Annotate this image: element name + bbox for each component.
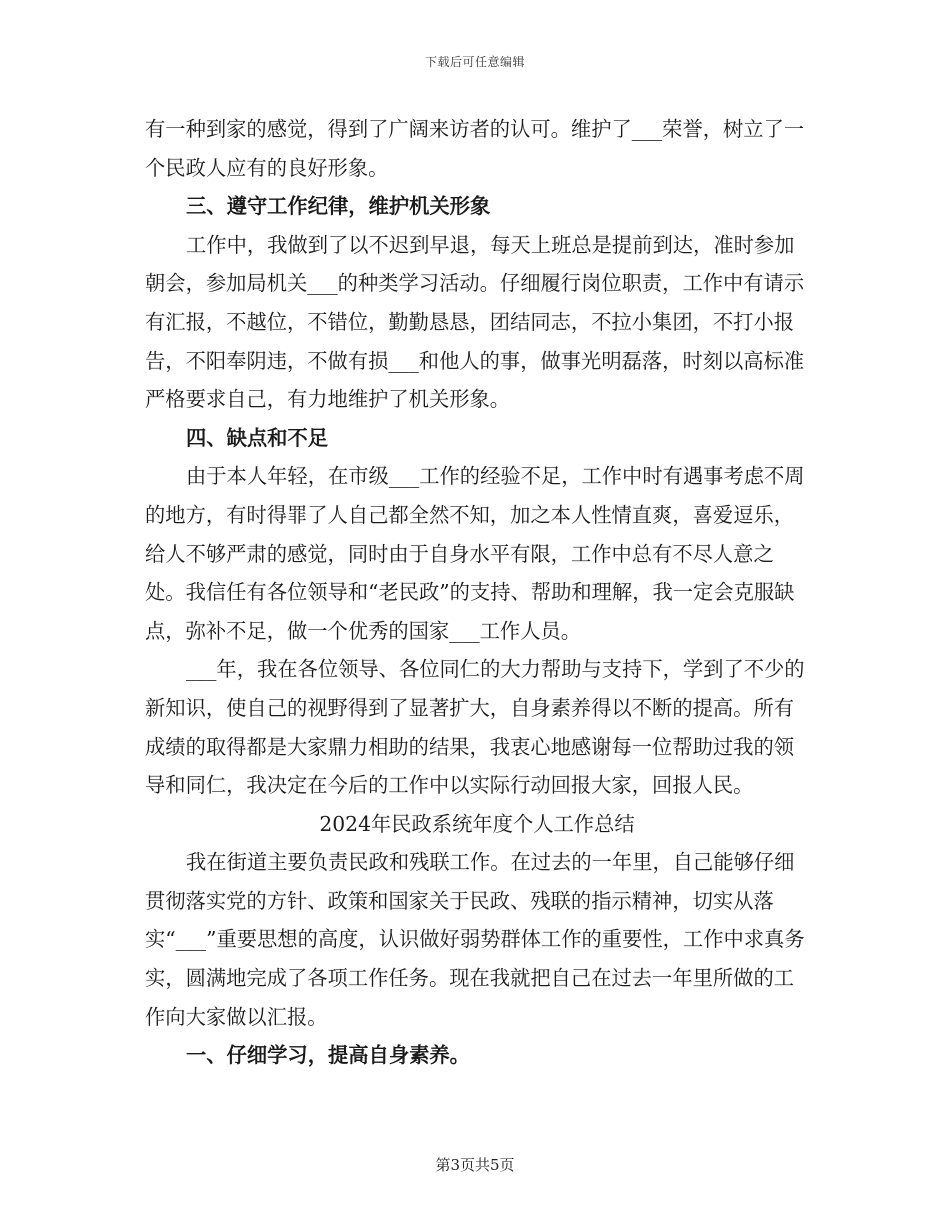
section-heading-4: 四、缺点和不足 (186, 425, 328, 450)
section-heading-3: 三、遵守工作纪律，维护机关形象 (186, 194, 491, 219)
document-title: 2024年民政系统年度个人工作总结 (319, 811, 635, 836)
page-indicator: 第3页共5页 (435, 1156, 515, 1174)
document-body (145, 110, 809, 1075)
paragraph-intro: 我在街道主要负责民政和残联工作。在过去的一年里，自己能够仔细贯彻落实党的方针、政策和国家关于民政、残联的指示精神，切实从落实“___”重要思想的高度，认识做好弱势群体工作的重要性，工作中求真务实，圆满地完成了各项工作任务。现在我就把自己在过去一年里所做的工作向大家做以汇报。 (145, 850, 805, 1029)
header-note: 下载后可任意编辑 (424, 55, 525, 69)
paragraph-discipline: 工作中，我做到了以不迟到早退，每天上班总是提前到达，准时参加朝会，参加局机关___的种类学习活动。仔细履行岗位职责，工作中有请示有汇报，不越位，不错位，勤勤恳恳，团结同志，不拉小集团，不打小报告，不阳奉阴违，不做有损___和他人的事，做事光明磊落，时刻以高标准严格要求自己，有力地维护了机关形象。 (145, 232, 805, 412)
paragraph-shortcomings: 由于本人年轻，在市级___工作的经验不足，工作中时有遇事考虑不周的地方，有时得罪了人自己都全然不知，加之本人性情直爽，喜爱逗乐，给人不够严肃的感觉，同时由于自身水平有限，工作中总有不尽人意之处。我信任有各位领导和“老民政”的支持、帮助和理解，我一定会克服缺点，弥补不足，做一个优秀的国家___工作人员。 (145, 464, 805, 643)
section-heading-1: 一、仔细学习，提高自身素养。 (186, 1043, 470, 1068)
paragraph-continued: 有一种到家的感觉，得到了广阔来访者的认可。维护了___荣誉，树立了一个民政人应有的良好形象。 (145, 117, 805, 180)
paragraph-conclusion: ___年，我在各位领导、各位同仁的大力帮助与支持下，学到了不少的新知识，使自己的视野得到了显著扩大，自身素养得以不断的提高。所有成绩的取得都是大家鼎力相助的结果，我衷心地感谢每一位帮助过我的领导和同仁，我决定在今后的工作中以实际行动回报大家，回报人民。 (145, 657, 805, 798)
